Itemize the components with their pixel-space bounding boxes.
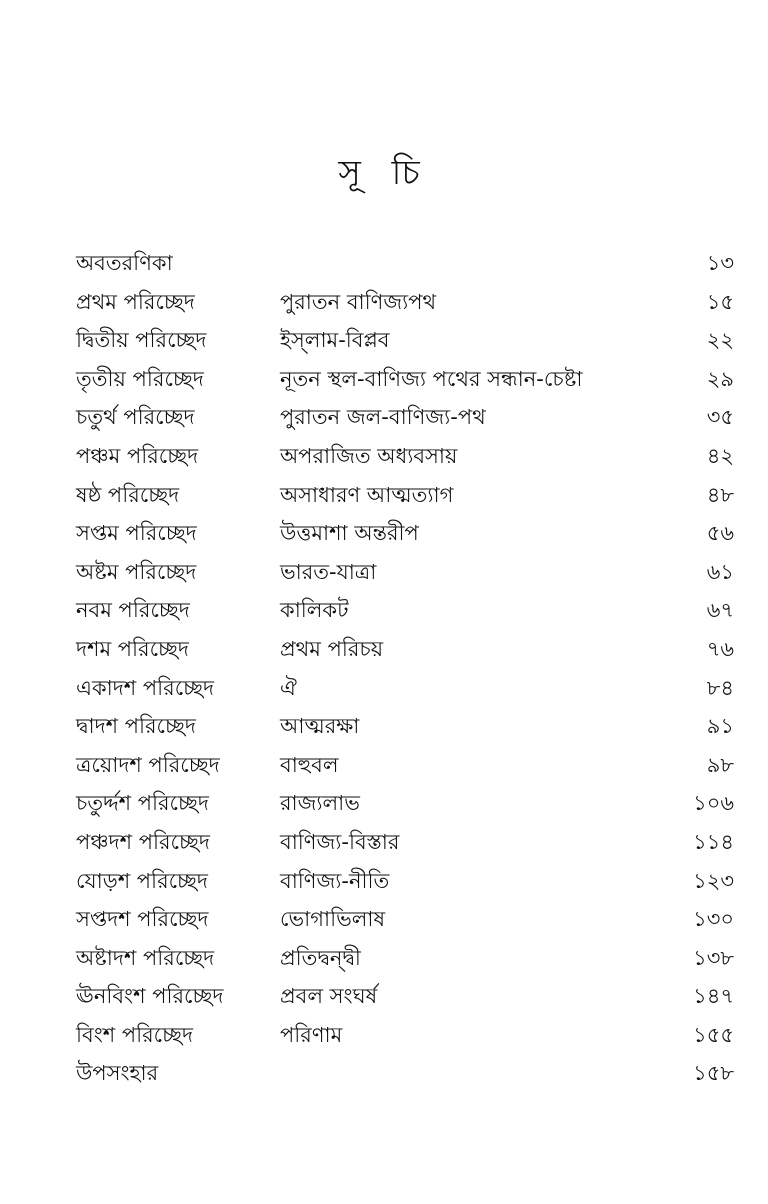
toc-page-number: ১২৩ bbox=[693, 868, 734, 893]
toc-entry bbox=[76, 630, 734, 669]
toc-page-number: ১৪৭ bbox=[693, 984, 734, 1009]
toc-page-number: ৬৭ bbox=[706, 598, 734, 623]
toc-page-number: ১৫ bbox=[706, 289, 734, 314]
toc-entry bbox=[76, 244, 734, 283]
toc-chapter-title: প্রথম পরিচয় bbox=[280, 636, 384, 661]
toc-chapter-label: প্রথম পরিচ্ছেদ bbox=[76, 289, 195, 314]
toc-entry bbox=[76, 939, 734, 978]
toc-entry bbox=[76, 360, 734, 399]
toc-page-number: ১৫৫ bbox=[693, 1022, 734, 1047]
toc-chapter-title: কালিকট bbox=[280, 598, 349, 623]
toc-entry bbox=[76, 900, 734, 939]
toc-entry bbox=[76, 823, 734, 862]
toc-entry bbox=[76, 398, 734, 437]
toc-page-number: ৯১ bbox=[706, 714, 734, 739]
toc-chapter-title: আত্মরক্ষা bbox=[280, 714, 360, 739]
toc-chapter-label: অবতরণিকা bbox=[76, 251, 173, 275]
toc-chapter-title: উত্তমাশা অন্তরীপ bbox=[280, 521, 419, 546]
toc-chapter-title: ভারত-যাত্রা bbox=[280, 559, 377, 584]
toc-chapter-title: বাণিজ্য-নীতি bbox=[280, 868, 390, 893]
toc-chapter-label: চতুর্থ পরিচ্ছেদ bbox=[76, 405, 195, 430]
toc-entry bbox=[76, 746, 734, 785]
toc-entry bbox=[76, 784, 734, 823]
toc-chapter-label: সপ্তম পরিচ্ছেদ bbox=[76, 521, 197, 546]
toc-page-number: ৪৮ bbox=[706, 482, 734, 507]
toc-entry bbox=[76, 321, 734, 360]
toc-page-number: ১৩৮ bbox=[693, 945, 734, 970]
toc-chapter-label: সপ্তদশ পরিচ্ছেদ bbox=[76, 907, 209, 932]
toc-page-number: ৩৫ bbox=[706, 405, 734, 430]
toc-entry bbox=[76, 1016, 734, 1055]
toc-page-number: ৭৬ bbox=[706, 636, 734, 661]
page-title: সূ চি bbox=[338, 153, 430, 193]
toc-entry bbox=[76, 591, 734, 630]
toc-chapter-title: অপরাজিত অধ্যবসায় bbox=[280, 443, 458, 468]
toc-page-number: ১৩ bbox=[706, 251, 734, 275]
toc-entry bbox=[76, 707, 734, 746]
toc-chapter-label: একাদশ পরিচ্ছেদ bbox=[76, 675, 215, 700]
toc-entry bbox=[76, 862, 734, 901]
toc-page-number: ২৯ bbox=[706, 366, 734, 391]
toc-chapter-label: পঞ্চম পরিচ্ছেদ bbox=[76, 443, 199, 468]
toc-list bbox=[76, 244, 734, 1093]
toc-entry bbox=[76, 476, 734, 515]
toc-chapter-label: বিংশ পরিচ্ছেদ bbox=[76, 1022, 194, 1047]
toc-chapter-title: ইস্‌লাম-বিপ্লব bbox=[280, 328, 390, 353]
toc-chapter-label: চতুর্দ্দশ পরিচ্ছেদ bbox=[76, 791, 209, 816]
toc-page-number: ১৫৮ bbox=[693, 1061, 734, 1086]
toc-page-number: ৫৬ bbox=[706, 521, 734, 546]
toc-chapter-label: ষষ্ঠ পরিচ্ছেদ bbox=[76, 482, 180, 507]
toc-chapter-title: নূতন স্থল-বাণিজ্য পথের সন্ধান-চেষ্টা bbox=[280, 366, 583, 391]
toc-chapter-label: ঊনবিংশ পরিচ্ছেদ bbox=[76, 984, 224, 1009]
toc-chapter-label: দশম পরিচ্ছেদ bbox=[76, 636, 189, 661]
toc-chapter-label: যোড়শ পরিচ্ছেদ bbox=[76, 868, 208, 893]
toc-page-number: ৬১ bbox=[706, 559, 734, 584]
toc-chapter-label: তৃতীয় পরিচ্ছেদ bbox=[76, 366, 204, 391]
toc-entry bbox=[76, 553, 734, 592]
toc-chapter-label: পঞ্চদশ পরিচ্ছেদ bbox=[76, 829, 210, 854]
toc-chapter-label: অষ্টাদশ পরিচ্ছেদ bbox=[76, 945, 215, 970]
toc-chapter-title: প্রতিদ্বন্দ্বী bbox=[280, 945, 361, 970]
toc-chapter-title: প্রবল সংঘর্ষ bbox=[280, 984, 378, 1009]
toc-chapter-title: অসাধারণ আত্মত্যাগ bbox=[280, 482, 454, 507]
toc-chapter-title: পুরাতন বাণিজ্যপথ bbox=[280, 289, 437, 314]
toc-chapter-title: পুরাতন জল-বাণিজ্য-পথ bbox=[280, 405, 486, 430]
toc-chapter-label: ত্রয়োদশ পরিচ্ছেদ bbox=[76, 752, 220, 777]
toc-chapter-title: বাহুবল bbox=[280, 752, 339, 777]
toc-page-number: ২২ bbox=[706, 328, 734, 353]
toc-page-number: ১৩০ bbox=[693, 907, 734, 932]
toc-chapter-title: পরিণাম bbox=[280, 1022, 343, 1047]
toc-chapter-title: বাণিজ্য-বিস্তার bbox=[280, 829, 400, 854]
toc-chapter-label: দ্বাদশ পরিচ্ছেদ bbox=[76, 714, 196, 739]
toc-chapter-title: রাজ্যলাভ bbox=[280, 791, 360, 816]
toc-entry bbox=[76, 977, 734, 1016]
toc-page-number: ১১৪ bbox=[693, 829, 734, 854]
toc-page-number: ৮৪ bbox=[706, 675, 734, 700]
toc-entry bbox=[76, 669, 734, 708]
toc-chapter-title: ভোগাভিলাষ bbox=[280, 907, 386, 932]
toc-entry bbox=[76, 514, 734, 553]
toc-chapter-label: নবম পরিচ্ছেদ bbox=[76, 598, 190, 623]
toc-chapter-label: অষ্টম পরিচ্ছেদ bbox=[76, 559, 197, 584]
toc-page-number: ১০৬ bbox=[693, 791, 734, 816]
toc-chapter-title: ঐ bbox=[280, 675, 297, 700]
toc-entry bbox=[76, 437, 734, 476]
toc-page-number: ৯৮ bbox=[706, 752, 734, 777]
toc-entry bbox=[76, 283, 734, 322]
toc-entry bbox=[76, 1054, 734, 1093]
toc-page-number: ৪২ bbox=[706, 443, 734, 468]
toc-chapter-label: উপসংহার bbox=[76, 1061, 159, 1086]
toc-chapter-label: দ্বিতীয় পরিচ্ছেদ bbox=[76, 328, 207, 353]
